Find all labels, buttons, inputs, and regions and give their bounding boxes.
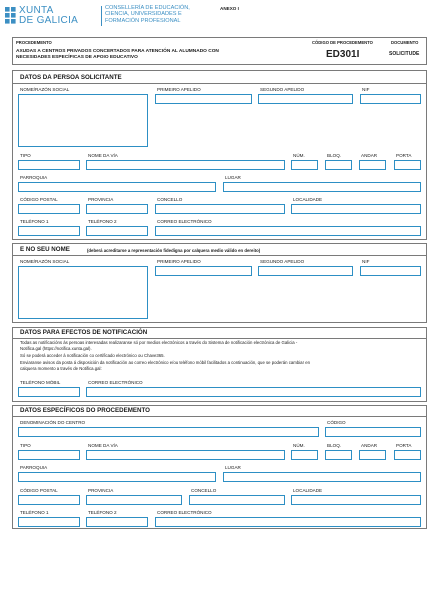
sp-label-phone1: TELÉFONO 1	[20, 510, 49, 515]
notification-line-1: Todas as notificacións ás persoas interesadas realizaranse só por medios electrónicos a través do Sistema de notificación electrónica de Galicia -	[20, 340, 298, 345]
sp-email-field[interactable]	[155, 517, 421, 527]
sp-floor-field[interactable]	[359, 450, 386, 460]
center-field[interactable]	[18, 427, 319, 437]
mobile-field[interactable]	[18, 387, 80, 397]
sp-label-street: NOME DA VÍA	[88, 443, 118, 448]
sp-place-field[interactable]	[223, 472, 421, 482]
label-nif: NIF	[362, 87, 370, 92]
label-postal: CÓDIGO POSTAL	[20, 197, 58, 202]
sp-type-field[interactable]	[18, 450, 80, 460]
council-field[interactable]	[155, 204, 285, 214]
annex-label: ANEXO I	[220, 6, 239, 11]
rep-name-field[interactable]	[18, 266, 148, 319]
label-floor: ANDAR	[361, 153, 378, 158]
label-council: CONCELLO	[157, 197, 183, 202]
sp-label-block: BLOQ.	[327, 443, 342, 448]
representative-title-rule	[12, 255, 427, 256]
department-name	[105, 5, 190, 24]
procedure-title-2: NECESIDADES ESPECÍFICAS DE APOIO EDUCATIVO	[16, 55, 138, 60]
rep-label-nif: NIF	[362, 259, 370, 264]
label-phone1: TELÉFONO 1	[20, 219, 49, 224]
notification-title: DATOS PARA EFECTOS DE NOTIFICACIÓN	[20, 329, 148, 336]
locality-field[interactable]	[291, 204, 421, 214]
document-label: DOCUMENTO	[391, 40, 419, 45]
sp-postal-field[interactable]	[18, 495, 80, 505]
label-surname2: SEGUNDO APELIDO	[260, 87, 305, 92]
representative-note: (deberá acreditarse a representación fidedigna por calquera medio válido en dereito)	[87, 247, 261, 253]
sp-label-province: PROVINCIA	[88, 488, 114, 493]
label-email: CORREO ELECTRÓNICO	[157, 219, 212, 224]
place-field[interactable]	[223, 182, 421, 192]
door-field[interactable]	[394, 160, 421, 170]
block-field[interactable]	[325, 160, 352, 170]
province-field[interactable]	[86, 204, 148, 214]
sp-council-field[interactable]	[189, 495, 285, 505]
procedure-code-label: CÓDIGO DE PROCEDEMENTO	[312, 40, 373, 45]
label-locality: LOCALIDADE	[293, 197, 323, 202]
sp-street-field[interactable]	[86, 450, 285, 460]
procedure-code: ED301I	[326, 49, 360, 60]
applicant-title-rule	[12, 83, 427, 84]
brand-divider	[101, 6, 102, 26]
applicant-title: DATOS DA PERSOA SOLICITANTE	[20, 74, 122, 81]
sp-province-field[interactable]	[86, 495, 182, 505]
label-block: BLOQ.	[327, 153, 342, 158]
dept-line-1: CONSELLERÍA DE EDUCACIÓN,	[105, 5, 190, 11]
xunta-emblem-icon	[5, 7, 16, 26]
sp-label-num: NÚM.	[293, 443, 305, 448]
brand-line-2: DE GALICIA	[19, 15, 79, 26]
sp-label-door: PORTA	[396, 443, 412, 448]
brand-line-1: XUNTA	[19, 5, 54, 16]
rep-label-surname1: PRIMEIRO APELIDO	[157, 259, 201, 264]
procedure-title-1: AXUDAS A CENTROS PRIVADOS CONCERTADOS PARA ATENCIÓN AL ALUMNADO CON	[16, 49, 219, 54]
phone2-field[interactable]	[86, 226, 148, 236]
label-province: PROVINCIA	[88, 197, 114, 202]
dept-line-3: FORMACIÓN PROFESIONAL	[105, 17, 181, 24]
notif-email-field[interactable]	[86, 387, 421, 397]
floor-field[interactable]	[359, 160, 386, 170]
document-value: SOLICITUDE	[389, 51, 420, 57]
sp-label-parish: PARROQUIA	[20, 465, 48, 470]
label-door: PORTA	[396, 153, 412, 158]
sp-label-locality: LOCALIDADE	[293, 488, 323, 493]
sp-num-field[interactable]	[291, 450, 318, 460]
notification-line-3: Só se poderá acceder á notificación co certificado electrónico ou Chave365.	[20, 353, 165, 358]
label-street: NOME DA VÍA	[88, 153, 118, 158]
sp-label-place: LUGAR	[225, 465, 241, 470]
sp-phone2-field[interactable]	[86, 517, 148, 527]
label-notif-email: CORREO ELECTRÓNICO	[88, 380, 143, 385]
notification-line-5: calquera momento a través de Notifica.gal:	[20, 366, 102, 371]
sp-label-council: CONCELLO	[191, 488, 217, 493]
rep-label-name: NOME/RAZÓN SOCIAL	[20, 259, 70, 264]
label-phone2: TELÉFONO 2	[88, 219, 117, 224]
sp-parish-field[interactable]	[18, 472, 216, 482]
parish-field[interactable]	[18, 182, 216, 192]
rep-label-surname2: SEGUNDO APELIDO	[260, 259, 305, 264]
sp-label-email: CORREO ELECTRÓNICO	[157, 510, 212, 515]
type-field[interactable]	[18, 160, 80, 170]
label-name: NOME/RAZÓN SOCIAL	[20, 87, 70, 92]
sp-phone1-field[interactable]	[18, 517, 80, 527]
postal-field[interactable]	[18, 204, 80, 214]
label-mobile: TELÉFONO MÓBIL	[20, 380, 61, 385]
center-code-field[interactable]	[325, 427, 421, 437]
surname1-field[interactable]	[155, 94, 252, 104]
label-center-code: CÓDIGO	[327, 420, 346, 425]
label-parish: PARROQUIA	[20, 175, 48, 180]
dept-line-2: CIENCIA, UNIVERSIDADES E	[105, 11, 182, 18]
notification-line-4: Enviaranse avisos da posta á disposición da notificación ao correo electrónico e/ou teléfono móbil facilitados a continuación, que se poderán cambiar en	[20, 360, 310, 365]
rep-surname2-field[interactable]	[258, 266, 353, 276]
phone1-field[interactable]	[18, 226, 80, 236]
label-center: DENOMINACIÓN DO CENTRO	[20, 420, 86, 425]
label-surname1: PRIMEIRO APELIDO	[157, 87, 201, 92]
street-field[interactable]	[86, 160, 285, 170]
label-num: NÚM.	[293, 153, 305, 158]
name-field[interactable]	[18, 94, 148, 147]
rep-nif-field[interactable]	[360, 266, 421, 276]
sp-locality-field[interactable]	[291, 495, 421, 505]
rep-surname1-field[interactable]	[155, 266, 252, 276]
surname2-field[interactable]	[258, 94, 353, 104]
representative-title: E NO SEU NOME	[20, 246, 70, 253]
specific-title-rule	[12, 416, 427, 417]
email-field[interactable]	[155, 226, 421, 236]
sp-door-field[interactable]	[394, 450, 421, 460]
notification-line-2: Notifica.gal (https://notifica.xunta.gal).	[20, 346, 92, 351]
notification-title-rule	[12, 338, 427, 339]
num-field[interactable]	[291, 160, 318, 170]
sp-label-type: TIPO	[20, 443, 31, 448]
sp-label-phone2: TELÉFONO 2	[88, 510, 117, 515]
specific-title: DATOS ESPECÍFICOS DO PROCEDEMENTO	[20, 407, 150, 414]
sp-label-postal: CÓDIGO POSTAL	[20, 488, 58, 493]
label-place: LUGAR	[225, 175, 241, 180]
label-type: TIPO	[20, 153, 31, 158]
sp-label-floor: ANDAR	[361, 443, 378, 448]
xunta-logo	[5, 5, 101, 29]
nif-field[interactable]	[360, 94, 421, 104]
sp-block-field[interactable]	[325, 450, 352, 460]
procedure-label: PROCEDEMENTO	[16, 40, 52, 45]
